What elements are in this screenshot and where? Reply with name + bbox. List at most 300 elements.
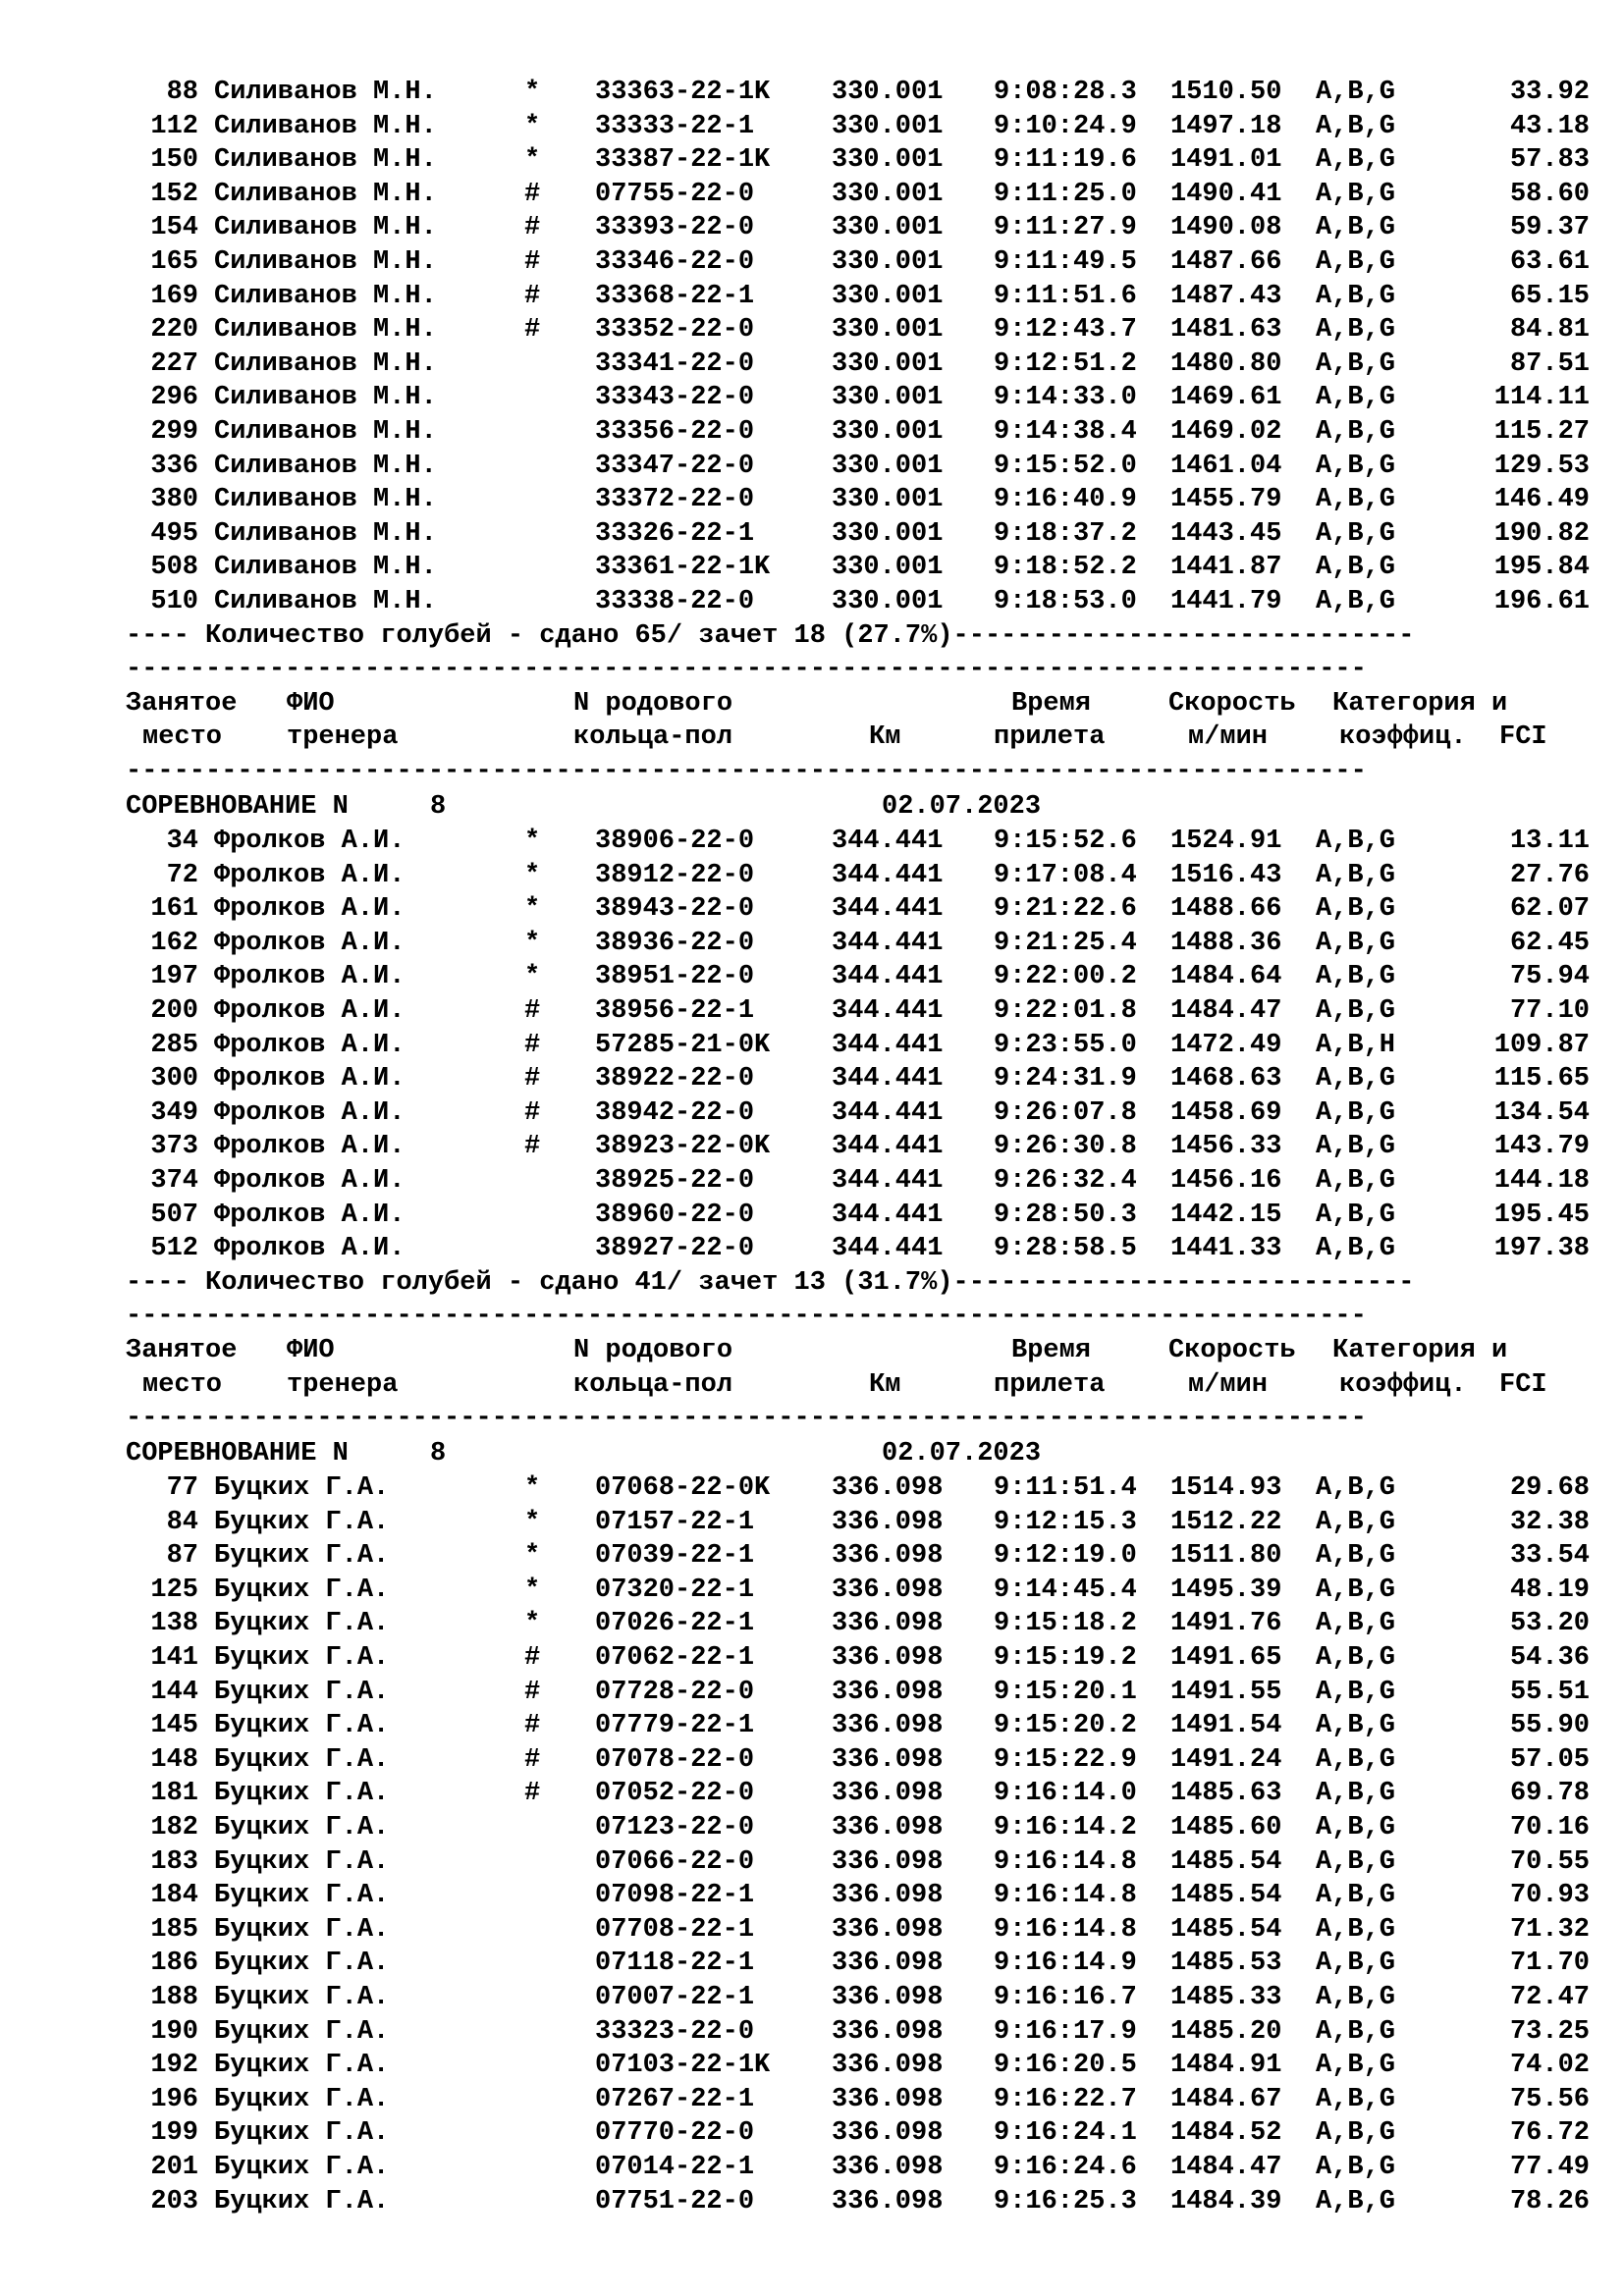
result-row: [0, 450, 1624, 483]
ring-number: 38960-22-0: [595, 1201, 755, 1230]
category: A,B,G: [1316, 827, 1396, 856]
fci: 190.82: [1493, 519, 1590, 549]
category: A,B,G: [1316, 1745, 1396, 1775]
category: A,B,G: [1316, 1609, 1396, 1638]
result-row: [0, 1539, 1624, 1573]
fancier-name: Буцких Г.А.: [214, 2118, 390, 2148]
fancier-name: Фролков А.И.: [214, 1166, 406, 1196]
fancier-name: Силиванов М.Н.: [214, 247, 437, 277]
fci: 69.78: [1509, 1779, 1590, 1808]
speed: 1456.33: [1170, 1132, 1282, 1161]
fancier-name: Фролков А.И.: [214, 996, 406, 1026]
distance-km: 336.098: [832, 1847, 944, 1877]
place: 182: [150, 1813, 198, 1842]
arrival-time: 9:12:15.3: [994, 1508, 1137, 1537]
fancier-name: Силиванов М.Н.: [214, 553, 437, 582]
place: 495: [150, 519, 198, 549]
place: 374: [150, 1166, 198, 1196]
fancier-name: Силиванов М.Н.: [214, 145, 437, 175]
header-cell: Занятое: [126, 1336, 238, 1365]
speed: 1485.20: [1170, 2017, 1282, 2047]
place: 186: [150, 1949, 198, 1978]
rule: ------------------------------------------------------------------------------: [126, 655, 1367, 684]
category: A,B,G: [1316, 349, 1396, 379]
place: 199: [150, 2118, 198, 2148]
category: A,B,G: [1316, 962, 1396, 991]
distance-km: 336.098: [832, 1983, 944, 2012]
category: A,B,G: [1316, 2118, 1396, 2148]
place: 148: [150, 1745, 198, 1775]
distance-km: 330.001: [832, 519, 944, 549]
ring-number: 33338-22-0: [595, 587, 755, 616]
result-row: [0, 1811, 1624, 1844]
result-row: [0, 1879, 1624, 1912]
fci: 55.51: [1509, 1678, 1590, 1707]
place: 77: [166, 1473, 198, 1503]
ring-number: 07052-22-0: [595, 1779, 755, 1808]
rule: ------------------------------------------------------------------------------: [126, 1302, 1367, 1331]
place: 197: [150, 962, 198, 991]
result-row: [0, 1029, 1624, 1062]
fci: 73.25: [1509, 2017, 1590, 2047]
distance-km: 330.001: [832, 485, 944, 514]
header-cell: прилета: [994, 1370, 1106, 1400]
distance-km: 344.441: [832, 1234, 944, 1263]
speed: 1481.63: [1170, 315, 1282, 345]
arrival-time: 9:28:58.5: [994, 1234, 1137, 1263]
place: 165: [150, 247, 198, 277]
header-rule-top: [0, 653, 1624, 686]
fancier-name: Буцких Г.А.: [214, 1609, 390, 1638]
fancier-name: Фролков А.И.: [214, 1234, 406, 1263]
category: A,B,G: [1316, 2017, 1396, 2047]
place: 196: [150, 2085, 198, 2114]
distance-km: 330.001: [832, 112, 944, 141]
competition-date: 02.07.2023: [882, 1439, 1042, 1468]
speed: 1511.80: [1170, 1541, 1282, 1571]
fci: 71.70: [1509, 1949, 1590, 1978]
category: A,B,G: [1316, 1132, 1396, 1161]
arrival-time: 9:18:53.0: [994, 587, 1137, 616]
arrival-time: 9:16:24.1: [994, 2118, 1137, 2148]
header-cell: место: [142, 722, 223, 752]
fancier-name: Фролков А.И.: [214, 962, 406, 991]
category: A,B,G: [1316, 452, 1396, 481]
mark: *: [524, 1609, 541, 1638]
arrival-time: 9:10:24.9: [994, 112, 1137, 141]
competition-number: 8: [430, 1439, 447, 1468]
category: A,B,G: [1316, 2187, 1396, 2216]
result-row: [0, 927, 1624, 960]
fancier-name: Буцких Г.А.: [214, 1473, 390, 1503]
mark: *: [524, 894, 541, 924]
fci: 195.84: [1493, 553, 1590, 582]
header-cell: м/мин: [1188, 722, 1269, 752]
category: A,B,G: [1316, 1166, 1396, 1196]
place: 185: [150, 1915, 198, 1945]
distance-km: 336.098: [832, 1508, 944, 1537]
arrival-time: 9:21:25.4: [994, 929, 1137, 958]
summary-line: [0, 1266, 1624, 1300]
category: A,B,G: [1316, 1779, 1396, 1808]
result-row: [0, 1845, 1624, 1879]
competition-label: СОРЕВНОВАНИЕ N: [126, 1439, 349, 1468]
ring-number: 38923-22-0K: [595, 1132, 771, 1161]
place: 190: [150, 2017, 198, 2047]
result-row: [0, 1676, 1624, 1709]
place: 336: [150, 452, 198, 481]
arrival-time: 9:18:37.2: [994, 519, 1137, 549]
ring-number: 07014-22-1: [595, 2153, 755, 2182]
arrival-time: 9:16:14.2: [994, 1813, 1137, 1842]
speed: 1485.60: [1170, 1813, 1282, 1842]
fancier-name: Буцких Г.А.: [214, 2187, 390, 2216]
fci: 75.94: [1509, 962, 1590, 991]
header-cell: Км: [869, 722, 901, 752]
fancier-name: Силиванов М.Н.: [214, 519, 437, 549]
ring-number: 07157-22-1: [595, 1508, 755, 1537]
fancier-name: Силиванов М.Н.: [214, 485, 437, 514]
distance-km: 344.441: [832, 962, 944, 991]
result-row: [0, 1199, 1624, 1232]
fancier-name: Буцких Г.А.: [214, 1847, 390, 1877]
distance-km: 336.098: [832, 1541, 944, 1571]
arrival-time: 9:15:20.2: [994, 1711, 1137, 1740]
ring-number: 07770-22-0: [595, 2118, 755, 2148]
ring-number: 38922-22-0: [595, 1064, 755, 1094]
fci: 134.54: [1493, 1098, 1590, 1128]
summary: ---- Количество голубей - сдано 65/ зачет 18 (27.7%)-----------------------------: [126, 621, 1415, 651]
ring-number: 33363-22-1K: [595, 78, 771, 107]
ring-number: 07728-22-0: [595, 1678, 755, 1707]
header-cell: коэффиц.: [1339, 722, 1467, 752]
header-cell: N родового: [573, 1336, 733, 1365]
fancier-name: Буцких Г.А.: [214, 1575, 390, 1605]
place: 299: [150, 417, 198, 447]
rule: ------------------------------------------------------------------------------: [126, 757, 1367, 786]
category: A,B,G: [1316, 213, 1396, 242]
ring-number: 07062-22-1: [595, 1643, 755, 1673]
mark: #: [524, 1678, 541, 1707]
arrival-time: 9:11:19.6: [994, 145, 1137, 175]
speed: 1487.43: [1170, 282, 1282, 311]
arrival-time: 9:16:40.9: [994, 485, 1137, 514]
distance-km: 336.098: [832, 2017, 944, 2047]
mark: *: [524, 1541, 541, 1571]
distance-km: 336.098: [832, 2118, 944, 2148]
header-line-2: [0, 1368, 1624, 1402]
speed: 1514.93: [1170, 1473, 1282, 1503]
ring-number: 33372-22-0: [595, 485, 755, 514]
fancier-name: Фролков А.И.: [214, 1201, 406, 1230]
category: A,B,G: [1316, 1473, 1396, 1503]
category: A,B,G: [1316, 861, 1396, 890]
ring-number: 33341-22-0: [595, 349, 755, 379]
header-cell: ФИО: [287, 689, 335, 719]
fancier-name: Силиванов М.Н.: [214, 417, 437, 447]
ring-number: 33387-22-1K: [595, 145, 771, 175]
fancier-name: Фролков А.И.: [214, 861, 406, 890]
header-cell: Категория и: [1332, 1336, 1508, 1365]
distance-km: 344.441: [832, 1201, 944, 1230]
result-row: [0, 1777, 1624, 1810]
place: 296: [150, 383, 198, 412]
distance-km: 344.441: [832, 929, 944, 958]
fci: 78.26: [1509, 2187, 1590, 2216]
speed: 1491.01: [1170, 145, 1282, 175]
distance-km: 344.441: [832, 1098, 944, 1128]
result-row: [0, 517, 1624, 551]
result-row: [0, 76, 1624, 109]
header-cell: Км: [869, 1370, 901, 1400]
header-cell: N родового: [573, 689, 733, 719]
fci: 62.07: [1509, 894, 1590, 924]
place: 349: [150, 1098, 198, 1128]
distance-km: 330.001: [832, 417, 944, 447]
speed: 1442.15: [1170, 1201, 1282, 1230]
arrival-time: 9:15:20.1: [994, 1678, 1137, 1707]
speed: 1484.91: [1170, 2051, 1282, 2080]
mark: *: [524, 861, 541, 890]
arrival-time: 9:16:14.8: [994, 1881, 1137, 1910]
fci: 70.16: [1509, 1813, 1590, 1842]
fancier-name: Силиванов М.Н.: [214, 180, 437, 209]
fci: 143.79: [1493, 1132, 1590, 1161]
category: A,B,G: [1316, 929, 1396, 958]
speed: 1480.80: [1170, 349, 1282, 379]
fci: 62.45: [1509, 929, 1590, 958]
arrival-time: 9:17:08.4: [994, 861, 1137, 890]
place: 220: [150, 315, 198, 345]
result-row: [0, 280, 1624, 313]
ring-number: 33347-22-0: [595, 452, 755, 481]
distance-km: 330.001: [832, 315, 944, 345]
speed: 1485.63: [1170, 1779, 1282, 1808]
fci: 195.45: [1493, 1201, 1590, 1230]
mark: *: [524, 1508, 541, 1537]
speed: 1484.47: [1170, 996, 1282, 1026]
arrival-time: 9:16:14.8: [994, 1847, 1137, 1877]
ring-number: 07267-22-1: [595, 2085, 755, 2114]
arrival-time: 9:11:51.4: [994, 1473, 1137, 1503]
category: A,B,G: [1316, 894, 1396, 924]
category: A,B,G: [1316, 1508, 1396, 1537]
place: 161: [150, 894, 198, 924]
header-line-2: [0, 721, 1624, 754]
result-row: [0, 1130, 1624, 1163]
fancier-name: Фролков А.И.: [214, 1064, 406, 1094]
fancier-name: Буцких Г.А.: [214, 1643, 390, 1673]
arrival-time: 9:15:19.2: [994, 1643, 1137, 1673]
mark: *: [524, 145, 541, 175]
arrival-time: 9:11:25.0: [994, 180, 1137, 209]
category: A,B,G: [1316, 1201, 1396, 1230]
category: A,B,G: [1316, 587, 1396, 616]
place: 152: [150, 180, 198, 209]
mark: #: [524, 282, 541, 311]
header-line-1: [0, 687, 1624, 721]
fci: 84.81: [1509, 315, 1590, 345]
fci: 58.60: [1509, 180, 1590, 209]
fancier-name: Буцких Г.А.: [214, 1508, 390, 1537]
distance-km: 330.001: [832, 349, 944, 379]
fci: 77.49: [1509, 2153, 1590, 2182]
speed: 1497.18: [1170, 112, 1282, 141]
distance-km: 330.001: [832, 452, 944, 481]
category: A,B,G: [1316, 2153, 1396, 2182]
header-cell: тренера: [287, 1370, 399, 1400]
fci: 32.38: [1509, 1508, 1590, 1537]
header-cell: FCI: [1499, 1370, 1547, 1400]
ring-number: 07118-22-1: [595, 1949, 755, 1978]
mark: *: [524, 1473, 541, 1503]
fancier-name: Буцких Г.А.: [214, 1678, 390, 1707]
ring-number: 38927-22-0: [595, 1234, 755, 1263]
mark: #: [524, 1064, 541, 1094]
place: 203: [150, 2187, 198, 2216]
speed: 1490.41: [1170, 180, 1282, 209]
result-row: [0, 2083, 1624, 2116]
ring-number: 07098-22-1: [595, 1881, 755, 1910]
header-cell: коэффиц.: [1339, 1370, 1467, 1400]
distance-km: 336.098: [832, 1643, 944, 1673]
place: 510: [150, 587, 198, 616]
ring-number: 38951-22-0: [595, 962, 755, 991]
ring-number: 38925-22-0: [595, 1166, 755, 1196]
ring-number: 07039-22-1: [595, 1541, 755, 1571]
mark: #: [524, 1098, 541, 1128]
distance-km: 344.441: [832, 861, 944, 890]
arrival-time: 9:16:22.7: [994, 2085, 1137, 2114]
speed: 1516.43: [1170, 861, 1282, 890]
place: 112: [150, 112, 198, 141]
place: 169: [150, 282, 198, 311]
result-row: [0, 1913, 1624, 1947]
speed: 1510.50: [1170, 78, 1282, 107]
place: 88: [166, 78, 198, 107]
fancier-name: Буцких Г.А.: [214, 1711, 390, 1740]
ring-number: 07078-22-0: [595, 1745, 755, 1775]
speed: 1461.04: [1170, 452, 1282, 481]
fancier-name: Фролков А.И.: [214, 1098, 406, 1128]
ring-number: 07068-22-0K: [595, 1473, 771, 1503]
speed: 1491.65: [1170, 1643, 1282, 1673]
header-cell: FCI: [1499, 722, 1547, 752]
speed: 1491.54: [1170, 1711, 1282, 1740]
fci: 27.76: [1509, 861, 1590, 890]
distance-km: 336.098: [832, 2187, 944, 2216]
ring-number: 07779-22-1: [595, 1711, 755, 1740]
arrival-time: 9:14:38.4: [994, 417, 1137, 447]
fancier-name: Фролков А.И.: [214, 827, 406, 856]
category: A,B,G: [1316, 1813, 1396, 1842]
fancier-name: Фролков А.И.: [214, 1031, 406, 1060]
fancier-name: Силиванов М.Н.: [214, 78, 437, 107]
speed: 1458.69: [1170, 1098, 1282, 1128]
speed: 1468.63: [1170, 1064, 1282, 1094]
result-row: [0, 1607, 1624, 1640]
arrival-time: 9:28:50.3: [994, 1201, 1137, 1230]
fci: 72.47: [1509, 1983, 1590, 2012]
header-cell: Скорость: [1168, 689, 1296, 719]
speed: 1441.87: [1170, 553, 1282, 582]
category: A,B,G: [1316, 145, 1396, 175]
competition-date: 02.07.2023: [882, 792, 1042, 822]
place: 192: [150, 2051, 198, 2080]
arrival-time: 9:26:30.8: [994, 1132, 1137, 1161]
header-cell: ФИО: [287, 1336, 335, 1365]
speed: 1484.67: [1170, 2085, 1282, 2114]
arrival-time: 9:16:17.9: [994, 2017, 1137, 2047]
fancier-name: Силиванов М.Н.: [214, 282, 437, 311]
place: 150: [150, 145, 198, 175]
distance-km: 344.441: [832, 1132, 944, 1161]
fancier-name: Буцких Г.А.: [214, 1813, 390, 1842]
fancier-name: Буцких Г.А.: [214, 1915, 390, 1945]
speed: 1512.22: [1170, 1508, 1282, 1537]
distance-km: 330.001: [832, 383, 944, 412]
competition-number: 8: [430, 792, 447, 822]
ring-number: 33356-22-0: [595, 417, 755, 447]
mark: *: [524, 78, 541, 107]
speed: 1469.02: [1170, 417, 1282, 447]
header-cell: тренера: [287, 722, 399, 752]
distance-km: 330.001: [832, 553, 944, 582]
competition-line: [0, 790, 1624, 824]
ring-number: 38956-22-1: [595, 996, 755, 1026]
speed: 1485.54: [1170, 1847, 1282, 1877]
ring-number: 07123-22-0: [595, 1813, 755, 1842]
result-row: [0, 585, 1624, 618]
place: 201: [150, 2153, 198, 2182]
ring-number: 07708-22-1: [595, 1915, 755, 1945]
fci: 87.51: [1509, 349, 1590, 379]
result-row: [0, 2151, 1624, 2184]
category: A,B,G: [1316, 1915, 1396, 1945]
fci: 115.27: [1493, 417, 1590, 447]
category: A,B,G: [1316, 112, 1396, 141]
ring-number: 07103-22-1K: [595, 2051, 771, 2080]
arrival-time: 9:15:52.0: [994, 452, 1137, 481]
result-row: [0, 960, 1624, 993]
ring-number: 33361-22-1K: [595, 553, 771, 582]
mark: *: [524, 827, 541, 856]
distance-km: 330.001: [832, 213, 944, 242]
place: 141: [150, 1643, 198, 1673]
speed: 1472.49: [1170, 1031, 1282, 1060]
fci: 114.11: [1493, 383, 1590, 412]
ring-number: 57285-21-0K: [595, 1031, 771, 1060]
category: A,B,G: [1316, 553, 1396, 582]
place: 184: [150, 1881, 198, 1910]
distance-km: 344.441: [832, 1064, 944, 1094]
arrival-time: 9:08:28.3: [994, 78, 1137, 107]
result-row: [0, 1062, 1624, 1095]
category: A,B,G: [1316, 1847, 1396, 1877]
result-row: [0, 245, 1624, 279]
ring-number: 38936-22-0: [595, 929, 755, 958]
arrival-time: 9:16:25.3: [994, 2187, 1137, 2216]
speed: 1484.47: [1170, 2153, 1282, 2182]
arrival-time: 9:12:43.7: [994, 315, 1137, 345]
distance-km: 336.098: [832, 1915, 944, 1945]
speed: 1443.45: [1170, 519, 1282, 549]
arrival-time: 9:15:18.2: [994, 1609, 1137, 1638]
result-row: [0, 2116, 1624, 2150]
category: A,B,G: [1316, 996, 1396, 1026]
fancier-name: Буцких Г.А.: [214, 1949, 390, 1978]
speed: 1441.79: [1170, 587, 1282, 616]
